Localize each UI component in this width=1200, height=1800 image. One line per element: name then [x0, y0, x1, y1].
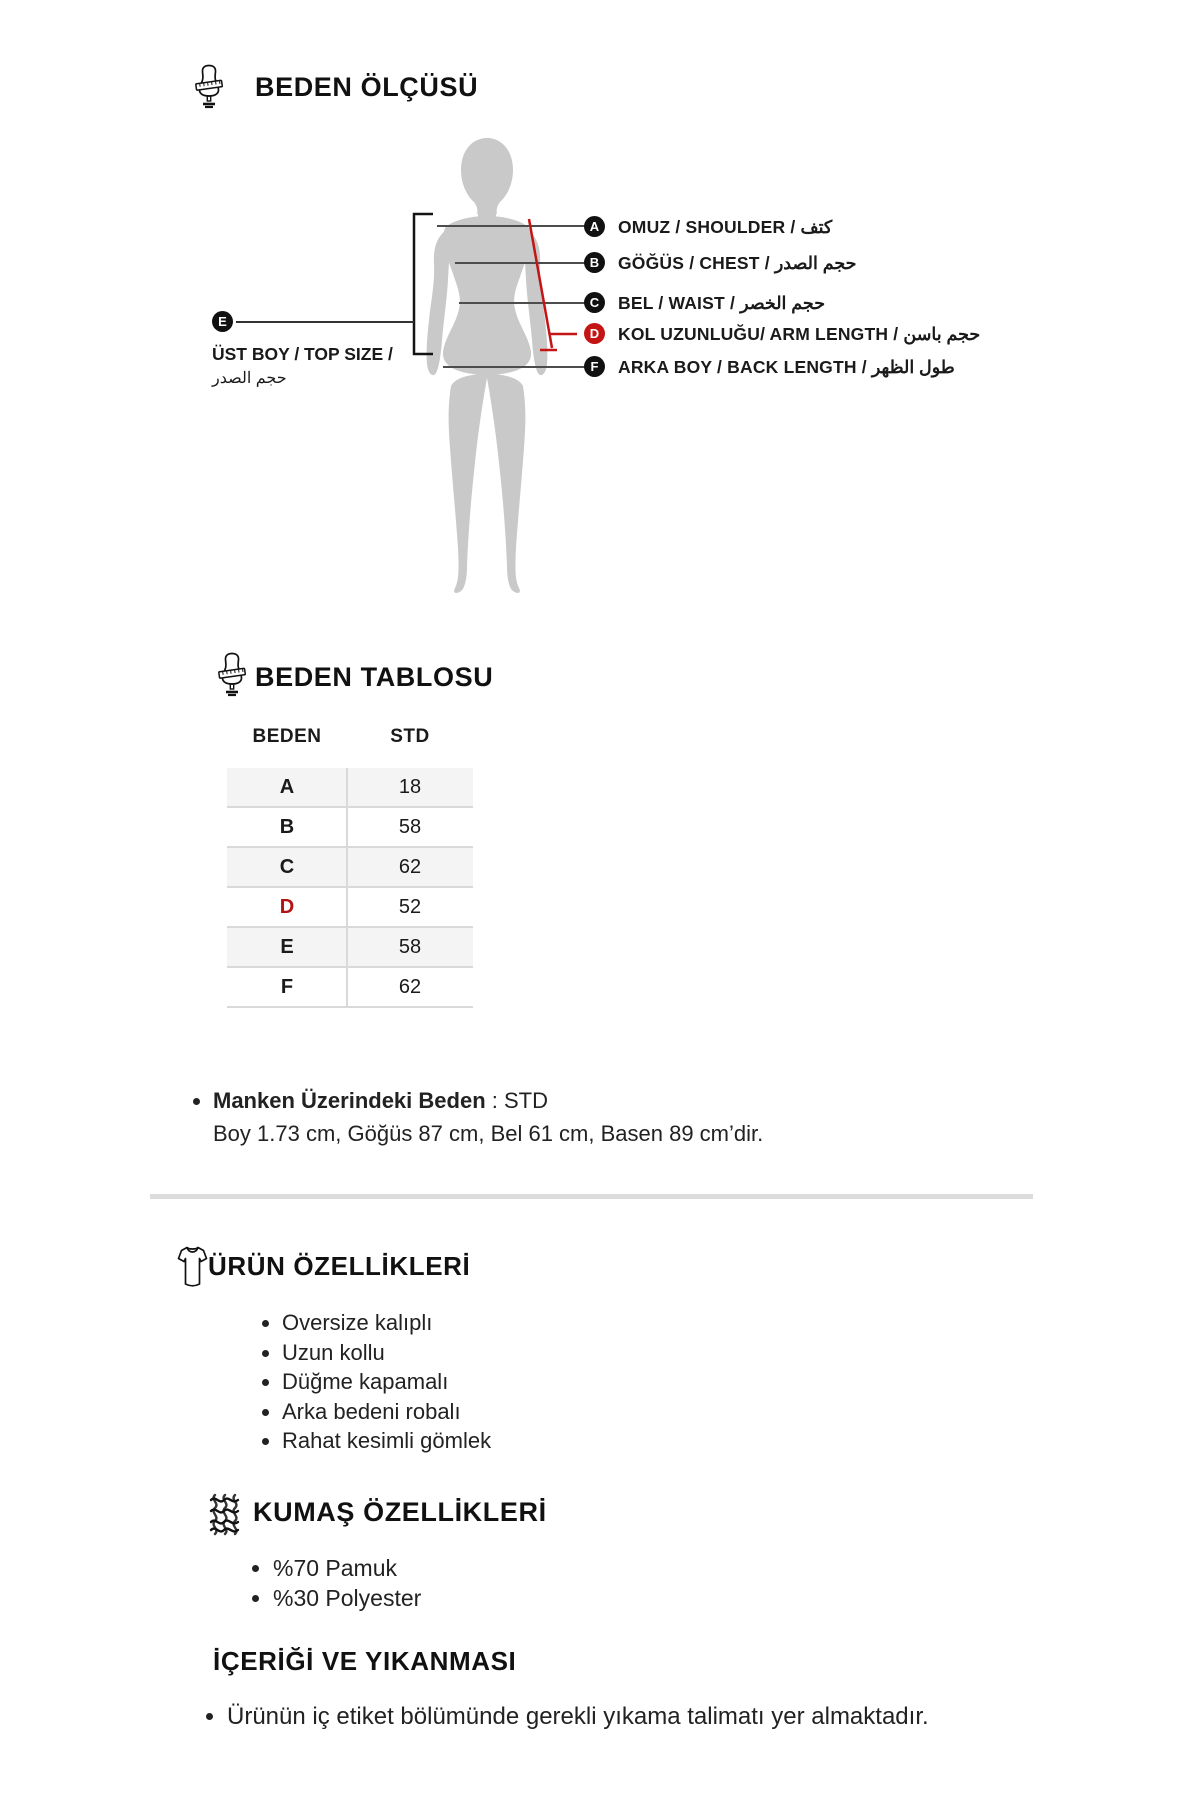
row-value: 18	[398, 775, 422, 798]
care-list	[195, 1700, 972, 1734]
table-row	[227, 768, 473, 808]
col-header-std: STD	[390, 726, 430, 747]
row-value: 62	[398, 855, 422, 878]
label-arm-length: KOL UZUNLUĞU/ ARM LENGTH / حجم باسن	[618, 324, 981, 344]
feature-item: • Oversize kalıplı	[282, 1308, 491, 1338]
product-features-list	[250, 1308, 491, 1456]
marker-c: C	[584, 292, 605, 313]
table-row	[227, 888, 473, 928]
marker-d: D	[584, 323, 605, 344]
size-guide-title: BEDEN ÖLÇÜSÜ	[255, 72, 479, 102]
row-letter: E	[280, 935, 294, 958]
row-letter: A	[279, 775, 295, 798]
row-letter: B	[279, 815, 295, 838]
fabric-weave-icon	[208, 1492, 241, 1536]
fabric-features-list	[241, 1553, 421, 1613]
marker-e: E	[212, 311, 233, 332]
female-silhouette	[427, 138, 548, 593]
row-letter: C	[279, 855, 295, 878]
row-letter: F	[280, 975, 294, 998]
feature-item: • Arka bedeni robalı	[282, 1397, 491, 1427]
product-features-title: ÜRÜN ÖZELLİKLERİ	[208, 1251, 471, 1281]
model-info-list	[181, 1084, 763, 1150]
left-bracket	[414, 214, 433, 354]
table-column-divider	[346, 768, 348, 1008]
marker-f: F	[584, 356, 605, 377]
row-value: 62	[398, 975, 422, 998]
size-table-header	[227, 726, 473, 748]
feature-item: • Uzun kollu	[282, 1338, 491, 1368]
label-top-size-arabic: حجم الصدر	[212, 370, 287, 387]
marker-a: A	[584, 216, 605, 237]
row-value: 58	[398, 935, 422, 958]
table-row	[227, 928, 473, 968]
section-divider	[150, 1194, 1033, 1199]
table-row	[227, 848, 473, 888]
care-item: • Ürünün iç etiket bölümünde gerekli yıkama talimatı yer almaktadır.	[227, 1700, 972, 1734]
label-back-length: ARKA BOY / BACK LENGTH / طول الظهر	[618, 357, 955, 377]
label-shoulder: OMUZ / SHOULDER / كتف	[618, 217, 833, 237]
fabric-item: • %30 Polyester	[273, 1583, 421, 1613]
label-waist: BEL / WAIST / حجم الخصر	[618, 293, 826, 313]
marker-b: B	[584, 252, 605, 273]
fabric-item: • %70 Pamuk	[273, 1553, 421, 1583]
tshirt-icon	[177, 1244, 208, 1289]
mannequin-icon	[195, 64, 223, 110]
care-title: İÇERİĞİ VE YIKANMASI	[213, 1646, 517, 1676]
mannequin-icon	[218, 652, 246, 698]
label-chest: GÖĞÜS / CHEST / حجم الصدر	[618, 253, 857, 273]
model-measurements: Boy 1.73 cm, Göğüs 87 cm, Bel 61 cm, Basen 89 cm’dir.	[213, 1121, 764, 1146]
row-value: 52	[398, 895, 422, 918]
row-letter: D	[279, 895, 295, 918]
table-row	[227, 808, 473, 848]
row-value: 58	[398, 815, 422, 838]
measurement-lines	[437, 226, 586, 367]
model-size-line	[213, 1084, 763, 1150]
size-table-title: BEDEN TABLOSU	[255, 662, 494, 692]
arm-length-lines	[529, 219, 577, 350]
table-row	[227, 968, 473, 1008]
feature-item: • Rahat kesimli gömlek	[282, 1426, 491, 1456]
label-top-size: ÜST BOY / TOP SIZE /	[212, 344, 393, 364]
model-size-value: : STD	[485, 1088, 548, 1113]
col-header-beden: BEDEN	[252, 726, 322, 747]
model-size-label: Manken Üzerindeki Beden	[213, 1088, 486, 1113]
feature-item: • Düğme kapamalı	[282, 1367, 491, 1397]
fabric-features-title: KUMAŞ ÖZELLİKLERİ	[253, 1497, 547, 1527]
